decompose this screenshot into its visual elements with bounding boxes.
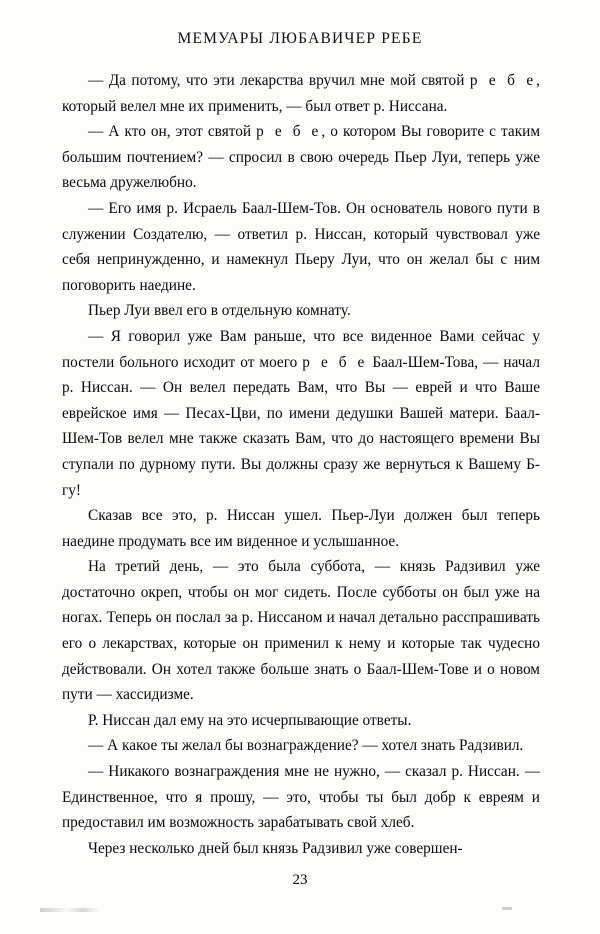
scan-artifact-left: [40, 908, 100, 912]
paragraph: — А кто он, этот святой р е б е, о котором Вы говорите с таким большим почтением? — спросил в свою очередь Пьер Луи, теперь уже весьма дружелюбно.: [62, 123, 540, 192]
paragraph: — Его имя р. Исраель Баал-Шем-Тов. Он основатель нового пути в служении Создателю, — ответил р. Ниссан, который чувствовал уже себя непринужденно, и намекнул Пьеру Луи, что он желал бы с ним поговорить наедине.: [62, 199, 540, 294]
paragraph: Пьер Луи ввел его в отдельную комнату.: [88, 302, 351, 320]
page-number: 23: [292, 872, 308, 888]
spaced-emphasis: р е б е: [256, 123, 322, 141]
spaced-emphasis: р е б е: [469, 72, 537, 89]
paragraph: На третий день, — это была суббота, — князь Радзивил уже достаточно окреп, чтобы он мог сидеть. После субботы он был уже на ногах. Теперь он послал за р. Ниссаном и начал детально расспрашивать его о лекарствах, которые он применил к нему и которые так чудесно действовали. Он хотел также больше знать о Баал-Шем-Тове и о новом пути — хассидизме.: [62, 558, 540, 704]
paragraph: Через несколько дней был князь Радзивил уже совершен-: [88, 839, 463, 857]
paragraph: — Никакого вознаграждения мне не нужно, — сказал р. Ниссан. — Единственное, что я прошу, — это, чтобы ты был добр к евреям и предоставил им возможность зарабатывать свой хлеб.: [62, 763, 540, 832]
page-body: [62, 68, 540, 861]
paragraph: — А какое ты желал бы вознаграждение? — хотел знать Радзивил.: [88, 737, 524, 755]
spaced-emphasis: р е б е: [302, 353, 368, 371]
scan-artifact-right: [502, 907, 512, 910]
paragraph: — Да потому, что эти лекарства вручил мне мой святой р е б е, который велел мне их применить, — был ответ р. Ниссана.: [62, 72, 540, 115]
running-head: МЕМУАРЫ ЛЮБАВИЧЕР РЕБЕ: [177, 30, 423, 47]
paragraph: — Я говорил уже Вам раньше, что все виденное Вами сейчас у постели больного исходит от моего р е б е Баал-Шем-Това, — начал р. Ниссан. — Он велел передать Вам, что Вы — еврей и что Ваше еврейское имя — Песах-Цви, по имени дедушки Вашей матери. Баал-Шем-Тов велел мне также сказать Вам, что до настоящего времени Вы ступали по дурному пути. Вы должны сразу же вернуться к Вашему Б-гу!: [62, 327, 540, 499]
paragraph: Сказав все это, р. Ниссан ушел. Пьер-Луи должен был теперь наедине продумать все им виденное и услышанное.: [62, 507, 540, 550]
paragraph: Р. Ниссан дал ему на это исчерпывающие ответы.: [88, 711, 412, 729]
